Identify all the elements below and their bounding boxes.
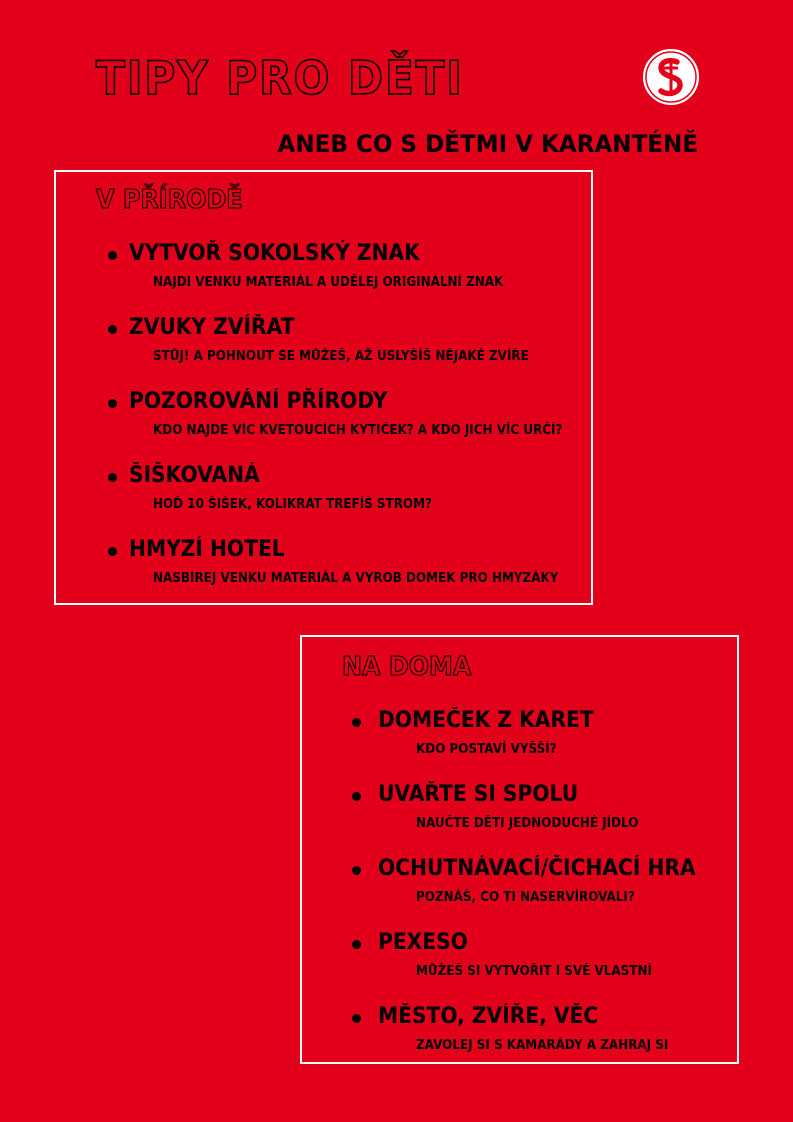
item-description: MŮŽEŠ SI VYTVOŘIT I SVÉ VLASTNÍ — [416, 964, 652, 979]
list-item — [56, 310, 591, 384]
item-description: ZAVOLEJ SI S KAMARÁDY A ZAHRAJ SI — [416, 1038, 669, 1053]
section-nature — [54, 170, 593, 605]
bullet-icon — [352, 940, 361, 949]
item-description: NAJDI VENKU MATERIÁL A UDĚLEJ ORIGINÁLNÍ ZNAK — [153, 275, 504, 290]
item-title: POZOROVÁNÍ PŘÍRODY — [129, 389, 388, 414]
page-title: TIPY PRO DĚTI — [96, 51, 464, 105]
item-description: NAUČTE DĚTI JEDNODUCHÉ JÍDLO — [416, 816, 639, 831]
item-description: HOĎ 10 ŠIŠEK, KOLIKRÁT TREFÍŠ STROM? — [153, 497, 432, 512]
bullet-icon — [108, 473, 117, 482]
bullet-icon — [108, 251, 117, 260]
bullet-icon — [108, 547, 117, 556]
bullet-icon — [352, 1014, 361, 1023]
item-title: DOMEČEK Z KARET — [378, 708, 594, 733]
bullet-icon — [108, 325, 117, 334]
list-item — [302, 925, 737, 999]
activity-list — [302, 703, 737, 1073]
list-item — [302, 851, 737, 925]
item-description: KDO NAJDE VÍC KVETOUCÍCH KYTIČEK? A KDO JICH VÍC URČÍ? — [153, 423, 563, 438]
item-description: NASBÍREJ VENKU MATERIÁL A VYROB DOMEK PRO HMYZÁKY — [153, 571, 559, 586]
bullet-icon — [352, 866, 361, 875]
item-description: KDO POSTAVÍ VYŠŠÍ? — [416, 742, 557, 757]
item-title: HMYZÍ HOTEL — [129, 537, 285, 562]
item-title: ZVUKY ZVÍŘAT — [129, 315, 295, 340]
item-title: MĚSTO, ZVÍŘE, VĚC — [378, 1004, 599, 1029]
section-home — [300, 635, 739, 1064]
bullet-icon — [352, 792, 361, 801]
list-item — [56, 532, 591, 606]
list-item — [302, 703, 737, 777]
list-item — [56, 384, 591, 458]
item-description: STŮJ! A POHNOUT SE MŮŽEŠ, AŽ USLYŠÍŠ NĚJAKÉ ZVÍŘE — [153, 349, 529, 364]
item-title: OCHUTNÁVACÍ/ČICHACÍ HRA — [378, 856, 696, 881]
item-description: POZNÁŠ, CO TI NASERVÍROVALI? — [416, 890, 635, 905]
item-title: VYTVOŘ SOKOLSKÝ ZNAK — [129, 241, 420, 266]
item-title: PEXESO — [378, 930, 468, 955]
list-item — [56, 236, 591, 310]
list-item — [302, 999, 737, 1073]
activity-list — [56, 236, 591, 606]
bullet-icon — [352, 718, 361, 727]
section-title: NA DOMA — [342, 652, 472, 682]
item-title: ŠIŠKOVANÁ — [129, 463, 260, 488]
bullet-icon — [108, 399, 117, 408]
section-title: V PŘÍRODĚ — [96, 185, 243, 215]
page-subtitle: ANEB CO S DĚTMI V KARANTÉNĚ — [277, 130, 698, 158]
list-item — [56, 458, 591, 532]
sokol-logo-icon — [640, 46, 702, 108]
item-title: UVAŘTE SI SPOLU — [378, 782, 579, 807]
list-item — [302, 777, 737, 851]
